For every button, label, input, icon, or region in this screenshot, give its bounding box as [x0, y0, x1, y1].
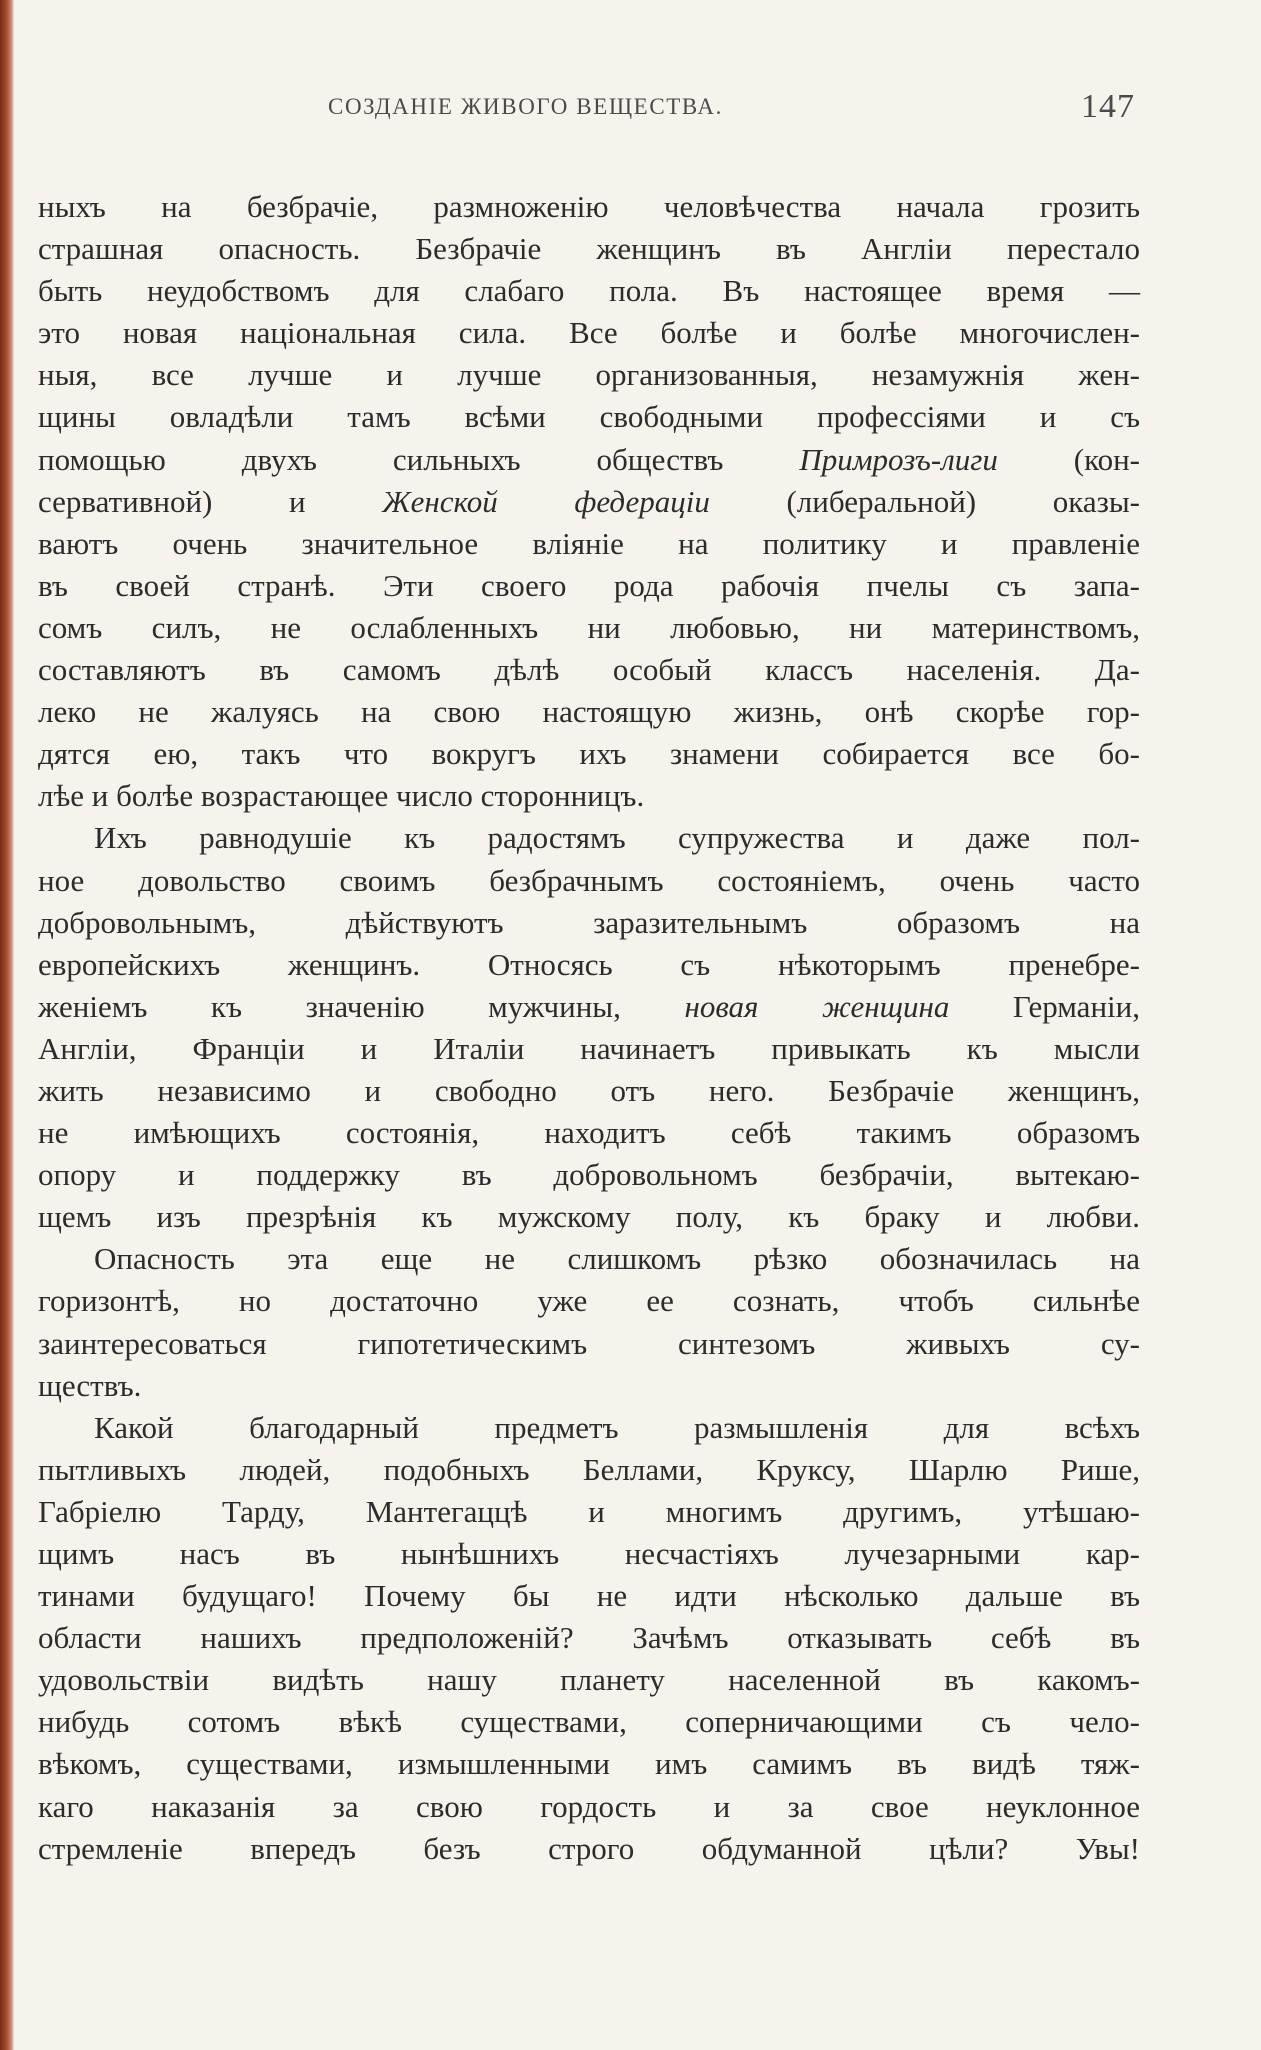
- text-line: дятся ею, такъ что вокругъ ихъ знамени собирается все бо-: [38, 736, 1140, 772]
- text-line: добровольнымъ, дѣйствуютъ заразительнымъ образомъ на: [38, 904, 1140, 940]
- text-line: жить независимо и свободно отъ него. Безбрачіе женщинъ,: [38, 1072, 1140, 1108]
- text-line: Какой благодарный предметъ размышленія для всѣхъ: [94, 1409, 1140, 1445]
- text-line: опору и поддержку въ добровольномъ безбрачіи, вытекаю-: [38, 1157, 1140, 1193]
- text-line: ное довольство своимъ безбрачнымъ состояніемъ, очень часто: [38, 862, 1140, 898]
- text-line: каго наказанія за свою гордость и за свое неуклонное: [38, 1788, 1140, 1824]
- text-line: Габріелю Тарду, Мантегаццѣ и многимъ другимъ, утѣшаю-: [38, 1493, 1140, 1529]
- text-line: заинтересоваться гипотетическимъ синтезомъ живыхъ су-: [38, 1325, 1140, 1361]
- italic-term: новая женщина: [684, 988, 950, 1024]
- text-line: составляютъ въ самомъ дѣлѣ особый классъ населенія. Да-: [38, 652, 1140, 688]
- text-line: женіемъ къ значенію мужчины, новая женщина Германіи,: [38, 988, 1140, 1024]
- text-line: горизонтѣ, но достаточно уже ее сознать, чтобъ сильнѣе: [38, 1283, 1140, 1319]
- text-line: сервативной) и Женской федераціи (либеральной) оказы-: [38, 483, 1140, 519]
- page-number: 147: [1081, 88, 1135, 125]
- body-text: [38, 186, 1140, 1870]
- text-line: это новая національная сила. Все болѣе и болѣе многочислен-: [38, 315, 1140, 351]
- text-line: ваютъ очень значительное вліяніе на политику и правленіе: [38, 525, 1140, 561]
- text-line: Англіи, Франціи и Италіи начинаетъ привыкать къ мысли: [38, 1030, 1140, 1066]
- text-line: стремленіе впередъ безъ строго обдуманной цѣли? Увы!: [38, 1830, 1140, 1866]
- text-line: ществъ.: [38, 1367, 142, 1403]
- text-line: леко не жалуясь на свою настоящую жизнь, онѣ скорѣе гор-: [38, 694, 1140, 730]
- text-line: щимъ насъ въ нынѣшнихъ несчастіяхъ лучезарными кар-: [38, 1536, 1140, 1571]
- text-line: европейскихъ женщинъ. Относясь съ нѣкоторымъ пренебре-: [38, 946, 1140, 982]
- text-line: Ихъ равнодушіе къ радостямъ супружества и даже пол-: [94, 820, 1140, 856]
- text-line: въ своей странѣ. Эти своего рода рабочія пчелы съ запа-: [38, 567, 1140, 603]
- text-line: вѣкомъ, существами, измышленными имъ самимъ въ видѣ тяж-: [38, 1746, 1140, 1782]
- binding-edge: [0, 0, 14, 2050]
- italic-term: Примрозъ-лиги: [799, 441, 998, 477]
- text-line: сомъ силъ, не ослабленныхъ ни любовью, ни материнствомъ,: [38, 609, 1140, 645]
- text-line: помощью двухъ сильныхъ обществъ Примрозъ-лиги (кон-: [38, 441, 1140, 477]
- text-line: страшная опасность. Безбрачіе женщинъ въ Англіи перестало: [38, 231, 1140, 267]
- text-line: щемъ изъ презрѣнія къ мужскому полу, къ браку и любви.: [38, 1199, 1140, 1235]
- text-line: ныя, все лучше и лучше организованныя, незамужнія жен-: [38, 357, 1140, 393]
- text-line: удовольствіи видѣть нашу планету населенной въ какомъ-: [38, 1662, 1140, 1698]
- text-line: тинами будущаго! Почему бы не идти нѣсколько дальше въ: [38, 1578, 1140, 1614]
- text-line: не имѣющихъ состоянія, находитъ себѣ такимъ образомъ: [38, 1115, 1140, 1151]
- italic-term: Женской федераціи: [382, 483, 710, 519]
- text-line: ныхъ на безбрачіе, размноженію человѣчества начала грозить: [38, 189, 1140, 224]
- text-line: пытливыхъ людей, подобныхъ Беллами, Круксу, Шарлю Рише,: [38, 1451, 1140, 1487]
- text-line: Опасность эта еще не слишкомъ рѣзко обозначилась на: [94, 1241, 1140, 1277]
- text-line: быть неудобствомъ для слабаго пола. Въ настоящее время —: [38, 273, 1140, 309]
- text-line: нибудь сотомъ вѣкѣ существами, соперничающими съ чело-: [38, 1704, 1140, 1740]
- text-line: щины овладѣли тамъ всѣми свободными профессіями и съ: [38, 399, 1140, 435]
- text-line: лѣе и болѣе возрастающее число сторонницъ.: [38, 778, 645, 814]
- text-line: области нашихъ предположеній? Зачѣмъ отказывать себѣ въ: [38, 1620, 1140, 1656]
- running-title: СОЗДАНІЕ ЖИВОГО ВЕЩЕСТВА.: [328, 94, 723, 119]
- page-header: [38, 90, 1138, 130]
